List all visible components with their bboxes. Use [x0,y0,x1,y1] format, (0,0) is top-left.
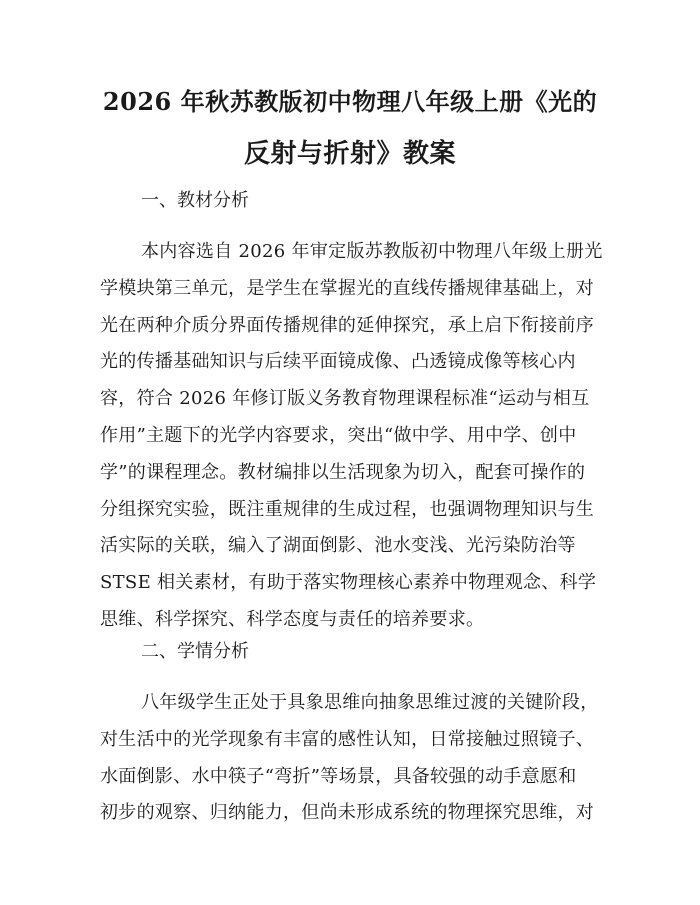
text-line: 容，符合 2026 年修订版义务教育物理课程标准“运动与相互 [100,388,590,410]
text-line: 分组探究实验，既注重规律的生成过程，也强调物理知识与生 [100,498,595,520]
text-line: 学”的课程理念。教材编排以生活现象为切入，配套可操作的 [100,461,586,483]
text-line: 本内容选自 2026 年审定版苏教版初中物理八年级上册光 [141,241,603,262]
section-heading-textbook-analysis: 一、教材分析 [141,190,249,211]
text-line: 光在两种介质分界面传播规律的延伸探究，承上启下衔接前序 [100,314,595,336]
title-line: 反射与折射》教案 [243,139,456,169]
text-line: STSE 相关素材，有助于落实物理核心素养中物理观念、科学 [100,572,597,594]
text-line: 初步的观察、归纳能力，但尚未形成系统的物理探究思维，对 [100,802,595,824]
section-heading-student-analysis: 二、学情分析 [141,641,249,662]
section-body-textbook-analysis [100,234,605,639]
document-title [100,76,600,180]
text-line: 思维、科学探究、科学态度与责任的培养要求。 [100,608,485,630]
text-line: 光的传播基础知识与后续平面镜成像、凸透镜成像等核心内 [100,351,576,373]
text-line: 水面倒影、水中筷子“弯折”等场景，具备较强的动手意愿和 [100,765,577,787]
text-line: 对生活中的光学现象有丰富的感性认知，日常接触过照镜子、 [100,728,595,750]
text-line: 活实际的关联，编入了湖面倒影、池水变浅、光污染防治等 [100,535,576,557]
section-body-student-analysis [100,685,605,832]
text-line: 作用”主题下的光学内容要求，突出“做中学、用中学、创中 [100,424,577,446]
title-line: 2026 年秋苏教版初中物理八年级上册《光的 [102,87,598,116]
text-line: 学模块第三单元，是学生在掌握光的直线传播规律基础上，对 [100,277,595,299]
text-line: 八年级学生正处于具象思维向抽象思维过渡的关键阶段， [141,692,599,713]
